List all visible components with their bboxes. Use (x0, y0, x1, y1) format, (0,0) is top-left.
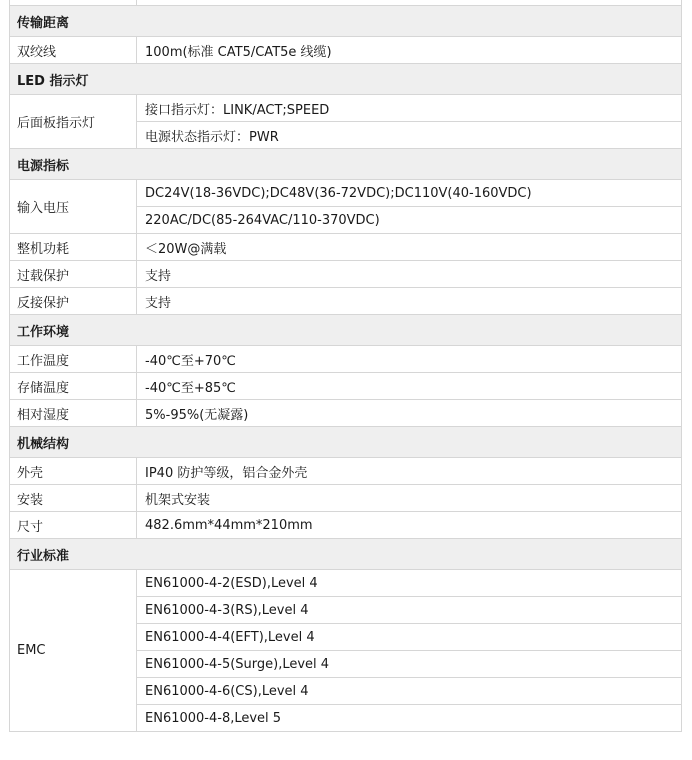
spec-value: -40℃至+70℃ (137, 346, 682, 373)
spec-row (10, 95, 682, 122)
spec-row (10, 512, 682, 539)
section-title: 机械结构 (10, 427, 682, 458)
section-title: LED 指示灯 (10, 64, 682, 95)
spec-row (10, 373, 682, 400)
spec-label: 反接保护 (10, 288, 137, 315)
spec-label: 双绞线 (10, 37, 137, 64)
spec-label: 安装 (10, 485, 137, 512)
spec-row (10, 288, 682, 315)
spec-row (10, 570, 682, 597)
section-header-row (10, 64, 682, 95)
spec-value: 接口指示灯：LINK/ACT;SPEED (137, 95, 682, 122)
spec-value: EN61000-4-4(EFT),Level 4 (137, 624, 682, 651)
spec-label: EMC (10, 570, 137, 732)
spec-value: 100m(标准 CAT5/CAT5e 线缆) (137, 37, 682, 64)
section-header-row (10, 315, 682, 346)
spec-value: EN61000-4-5(Surge),Level 4 (137, 651, 682, 678)
spec-value: -40℃至+85℃ (137, 373, 682, 400)
section-header-row (10, 427, 682, 458)
section-title: 电源指标 (10, 149, 682, 180)
spec-row (10, 485, 682, 512)
spec-label: 存储温度 (10, 373, 137, 400)
spec-value: 机架式安装 (137, 485, 682, 512)
spec-value: 支持 (137, 288, 682, 315)
spec-label: 后面板指示灯 (10, 95, 137, 149)
spec-row (10, 37, 682, 64)
spec-label: 整机功耗 (10, 234, 137, 261)
spec-value: 482.6mm*44mm*210mm (137, 512, 682, 539)
spec-value: EN61000-4-3(RS),Level 4 (137, 597, 682, 624)
spec-value: EN61000-4-6(CS),Level 4 (137, 678, 682, 705)
spec-value: 220AC/DC(85-264VAC/110-370VDC) (137, 207, 682, 234)
spec-row (10, 346, 682, 373)
spec-value: ＜20W@满载 (137, 234, 682, 261)
section-title: 行业标准 (10, 539, 682, 570)
spec-value: IP40 防护等级，铝合金外壳 (137, 458, 682, 485)
spec-label: 相对湿度 (10, 400, 137, 427)
section-header-row (10, 149, 682, 180)
spec-value: DC24V(18-36VDC);DC48V(36-72VDC);DC110V(40-160VDC) (137, 180, 682, 207)
spec-row (10, 261, 682, 288)
spec-label: 工作温度 (10, 346, 137, 373)
spec-value: 5%-95%(无凝露) (137, 400, 682, 427)
spec-value: EN61000-4-8,Level 5 (137, 705, 682, 732)
spec-label: 输入电压 (10, 180, 137, 234)
spec-row (10, 234, 682, 261)
section-title: 传输距离 (10, 6, 682, 37)
spec-value: EN61000-4-2(ESD),Level 4 (137, 570, 682, 597)
section-header-row (10, 6, 682, 37)
spec-value: 支持 (137, 261, 682, 288)
spec-label: 尺寸 (10, 512, 137, 539)
spec-row (10, 180, 682, 207)
section-title: 工作环境 (10, 315, 682, 346)
spec-table-body (10, 0, 682, 732)
spec-value: 电源状态指示灯：PWR (137, 122, 682, 149)
spec-table (9, 0, 682, 732)
section-header-row (10, 539, 682, 570)
spec-row (10, 458, 682, 485)
spec-label: 过载保护 (10, 261, 137, 288)
spec-label: 外壳 (10, 458, 137, 485)
spec-row (10, 400, 682, 427)
